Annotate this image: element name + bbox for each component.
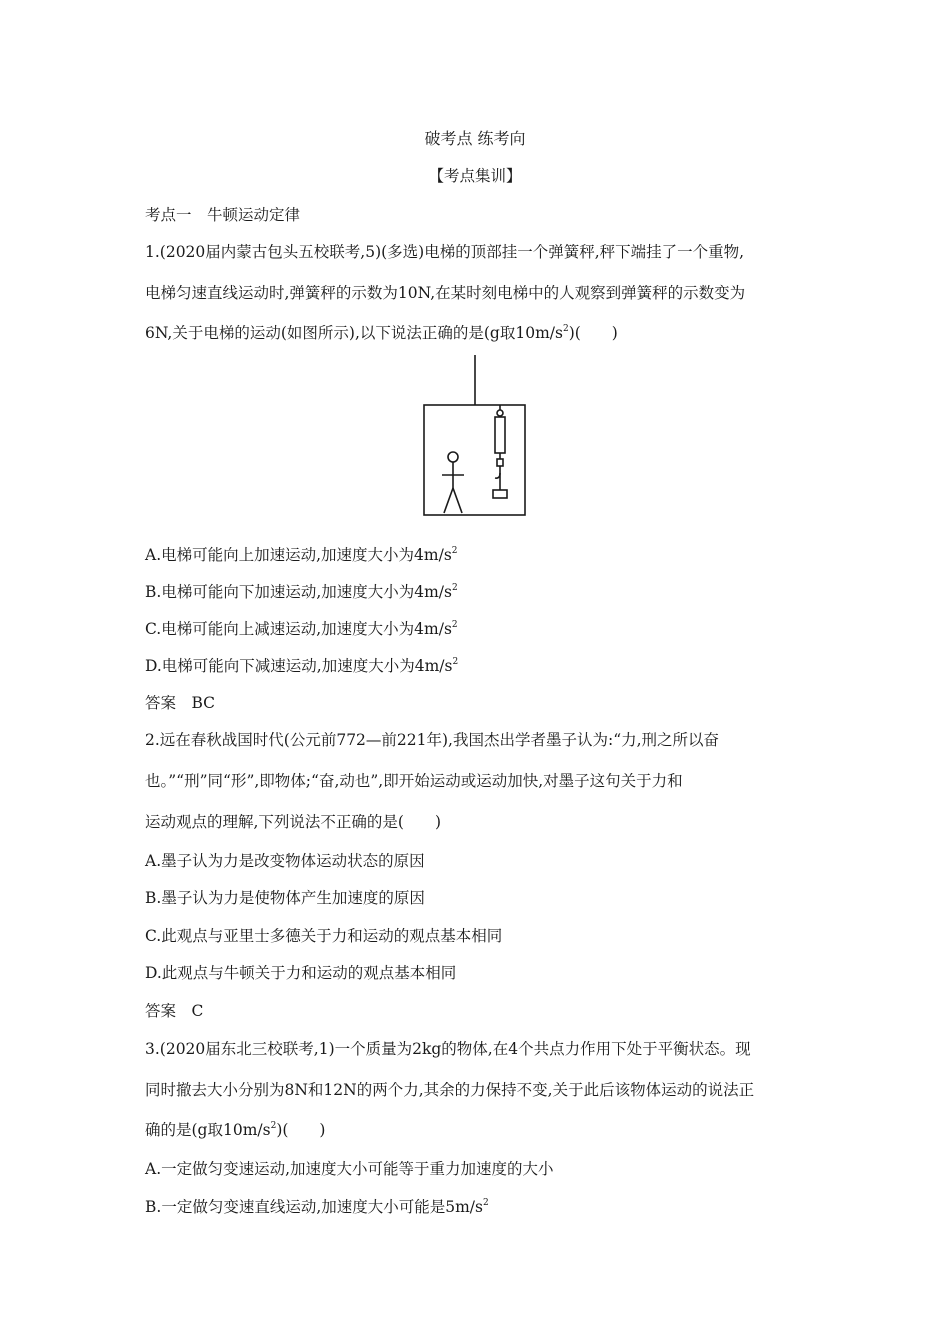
weight-block	[493, 490, 507, 498]
q1-line-1: 1.(2020届内蒙古包头五校联考,5)(多选)电梯的顶部挂一个弹簧秤,秤下端挂了一个重物,	[145, 243, 745, 261]
q1-option-b: B.电梯可能向下加速运动,加速度大小为$4m/s^2$	[145, 583, 458, 601]
q2-option-a: A.墨子认为力是改变物体运动状态的原因	[145, 852, 425, 870]
person-left-leg	[444, 488, 453, 513]
q1-line-3: 6N,关于电梯的运动(如图所示),以下说法正确的是(g取$10m/s^2$)( )	[145, 324, 618, 342]
q2-option-c: C.此观点与亚里士多德关于力和运动的观点基本相同	[145, 927, 503, 945]
person-right-leg	[453, 488, 462, 513]
elevator-car	[424, 405, 525, 515]
q3-line-1: 3.(2020届东北三校联考,1)一个质量为2kg的物体,在4个共点力作用下处于平衡状态。现	[145, 1040, 751, 1058]
elevator-figure	[420, 355, 530, 520]
q2-line-1: 2.远在春秋战国时代(公元前772—前221年),我国杰出学者墨子认为:“力,刑之所以奋	[145, 731, 720, 749]
section-heading: 考点一 牛顿运动定律	[145, 206, 301, 224]
q3-option-b: B.一定做匀变速直线运动,加速度大小可能是$5m/s^2$	[145, 1198, 489, 1216]
q3-line-3: 确的是(g取$10m/s^2$)( )	[145, 1121, 326, 1139]
q2-answer: 答案 C	[145, 1002, 204, 1020]
spring-scale-ring	[497, 410, 503, 416]
person-head	[448, 452, 458, 462]
q3-line-2: 同时撤去大小分别为8N和12N的两个力,其余的力保持不变,关于此后该物体运动的说法正	[145, 1081, 755, 1099]
q2-option-d: D.此观点与牛顿关于力和运动的观点基本相同	[145, 964, 457, 982]
q1-option-c: C.电梯可能向上减速运动,加速度大小为$4m/s^2$	[145, 620, 458, 638]
page-subtitle: 【考点集训】	[428, 167, 522, 185]
spring-scale-body	[495, 417, 505, 453]
q1-option-a: A.电梯可能向上加速运动,加速度大小为$4m/s^2$	[145, 546, 458, 564]
q2-line-2: 也。”“刑”同“形”,即物体;“奋,动也”,即开始运动或运动加快,对墨子这句关于力和	[145, 772, 683, 790]
q1-option-d: D.电梯可能向下减速运动,加速度大小为$4m/s^2$	[145, 657, 459, 675]
q2-line-3: 运动观点的理解,下列说法不正确的是( )	[145, 813, 442, 831]
page-title: 破考点 练考向	[424, 129, 526, 148]
q2-option-b: B.墨子认为力是使物体产生加速度的原因	[145, 889, 425, 907]
q1-line-2: 电梯匀速直线运动时,弹簧秤的示数为10N,在某时刻电梯中的人观察到弹簧秤的示数变为	[145, 284, 746, 302]
q3-option-a: A.一定做匀变速运动,加速度大小可能等于重力加速度的大小	[145, 1160, 554, 1178]
q1-answer: 答案 BC	[145, 694, 216, 712]
